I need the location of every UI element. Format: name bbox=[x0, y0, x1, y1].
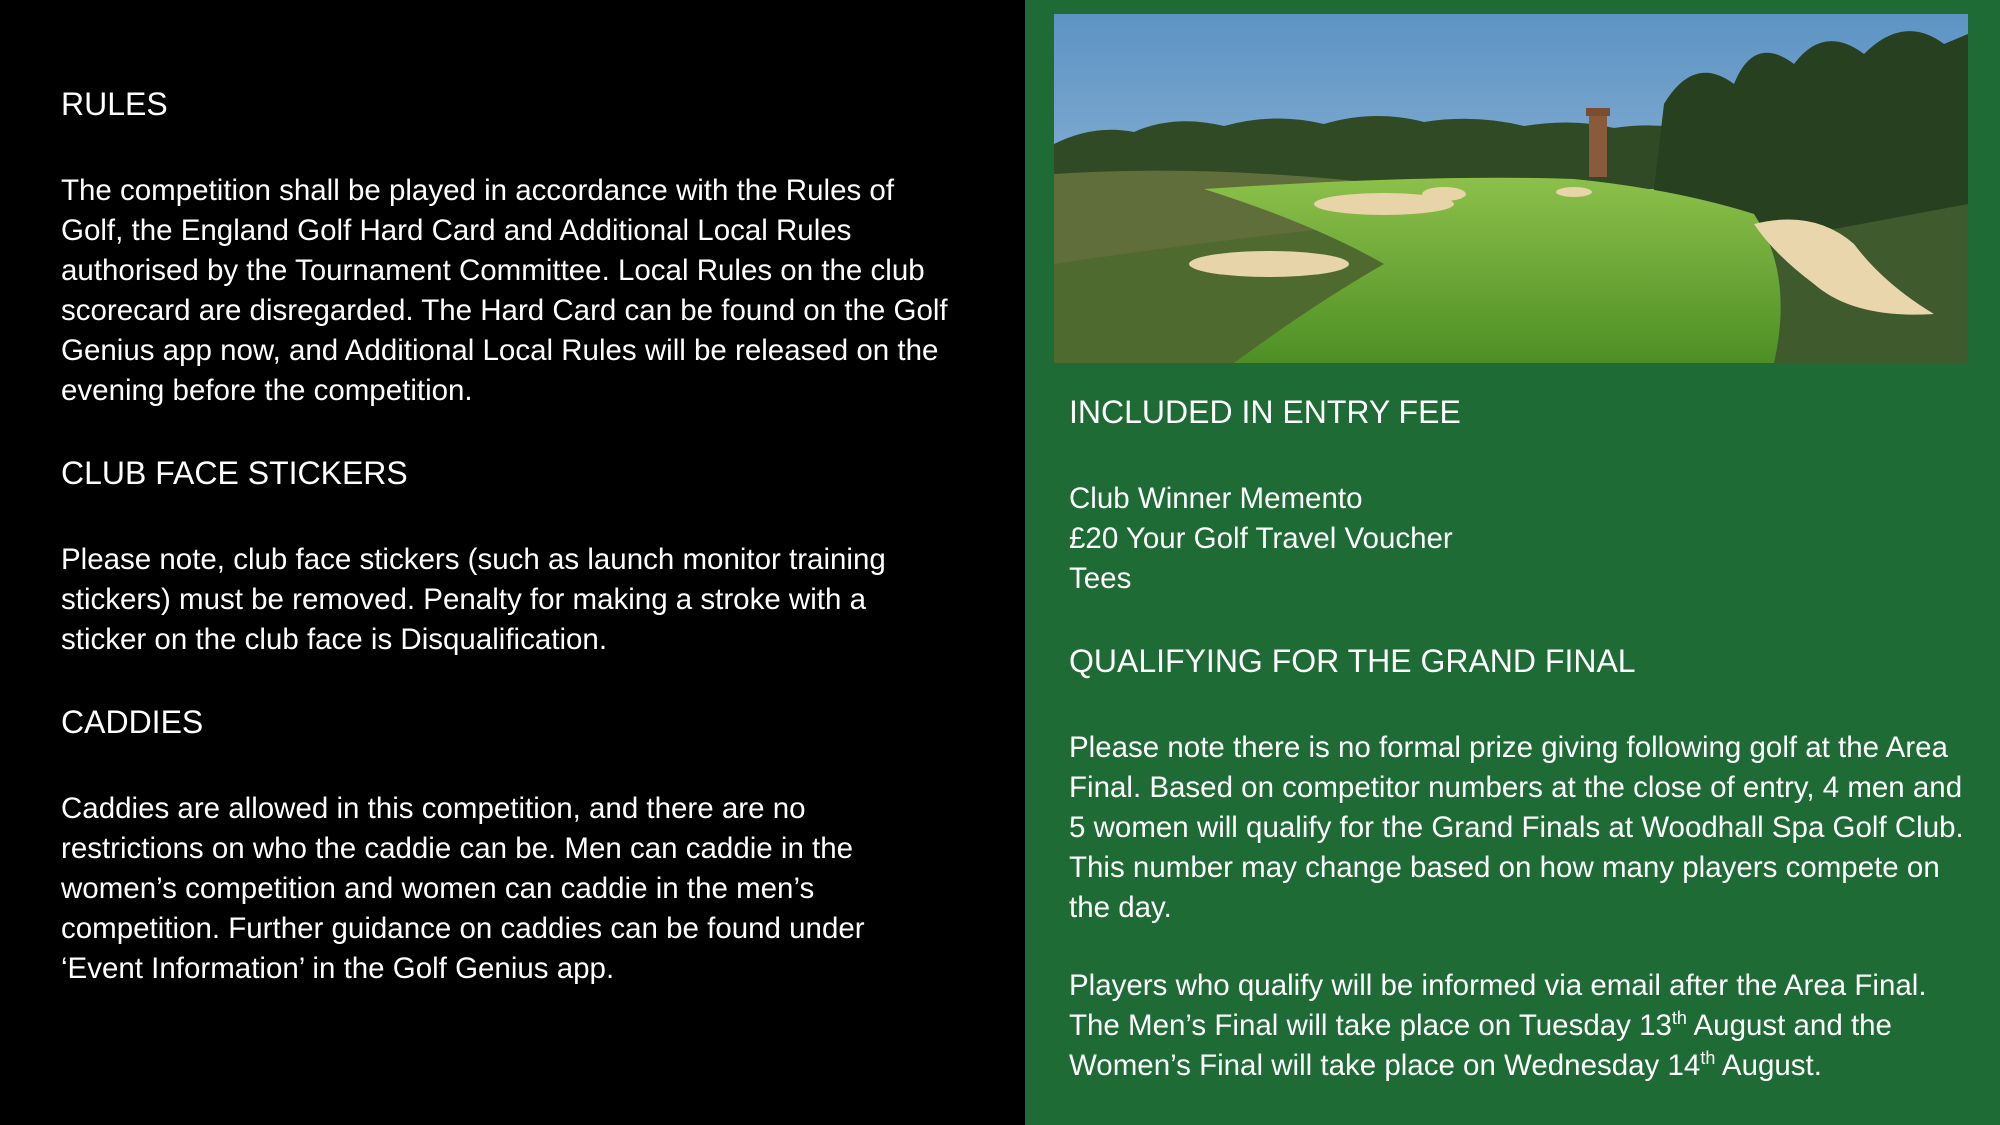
entry-fee-item: Tees bbox=[1069, 562, 1132, 595]
rules-heading: RULES bbox=[61, 86, 168, 122]
entry-fee-item: Club Winner Memento bbox=[1069, 482, 1363, 515]
rules-body: The competition shall be played in accordance with the Rules of Golf, the England Golf Hard Card and Additional Local Rules authorised by the Tournament Committee. Local Rules on the club scorecard are disregarded. The Hard Card can be found on the Golf Genius app now, and Additional Local Rules will be released on the evening before the competition. bbox=[61, 174, 948, 407]
caddies-heading: CADDIES bbox=[61, 704, 204, 740]
ordinal-suffix: th bbox=[1671, 1008, 1687, 1029]
qualifying-body-2 bbox=[1069, 966, 1974, 1086]
golf-course-illustration bbox=[1054, 14, 1968, 363]
right-content bbox=[1069, 392, 1974, 1086]
right-panel bbox=[1025, 0, 2000, 1125]
stickers-heading: CLUB FACE STICKERS bbox=[61, 455, 408, 491]
qualifying-body-2-part2: August and the Women’s Final will take place on Wednesday 14 bbox=[1069, 1009, 1892, 1082]
entry-fee-item: £20 Your Golf Travel Voucher bbox=[1069, 522, 1453, 555]
qualifying-body-2-part1: Players who qualify will be informed via email after the Area Final. The Men’s Final will take place on Tuesday 13 bbox=[1069, 969, 1927, 1042]
entry-fee-heading: INCLUDED IN ENTRY FEE bbox=[1069, 394, 1461, 430]
qualifying-body-2-part3: August. bbox=[1715, 1049, 1822, 1082]
caddies-body: Caddies are allowed in this competition, and there are no restrictions on who the caddie can be. Men can caddie in the women’s competition and women can caddie in the men’s competition. Further guidance on caddies can be found under ‘Event Information’ in the Golf Genius app. bbox=[61, 792, 865, 985]
qualifying-body-1: Please note there is no formal prize giving following golf at the Area Final. Based on competitor numbers at the close of entry, 4 men and 5 women will qualify for the Grand Finals at Woodhall Spa Golf Club. This number may change based on how many players compete on the day. bbox=[1069, 731, 1964, 924]
golf-course-photo bbox=[1054, 14, 1968, 363]
entry-fee-list bbox=[1069, 479, 1974, 599]
left-content bbox=[61, 84, 951, 989]
qualifying-heading: QUALIFYING FOR THE GRAND FINAL bbox=[1069, 643, 1636, 679]
stickers-body: Please note, club face stickers (such as launch monitor training stickers) must be removed. Penalty for making a stroke with a sticker on the club face is Disqualification. bbox=[61, 543, 886, 656]
ordinal-suffix: th bbox=[1700, 1048, 1716, 1069]
